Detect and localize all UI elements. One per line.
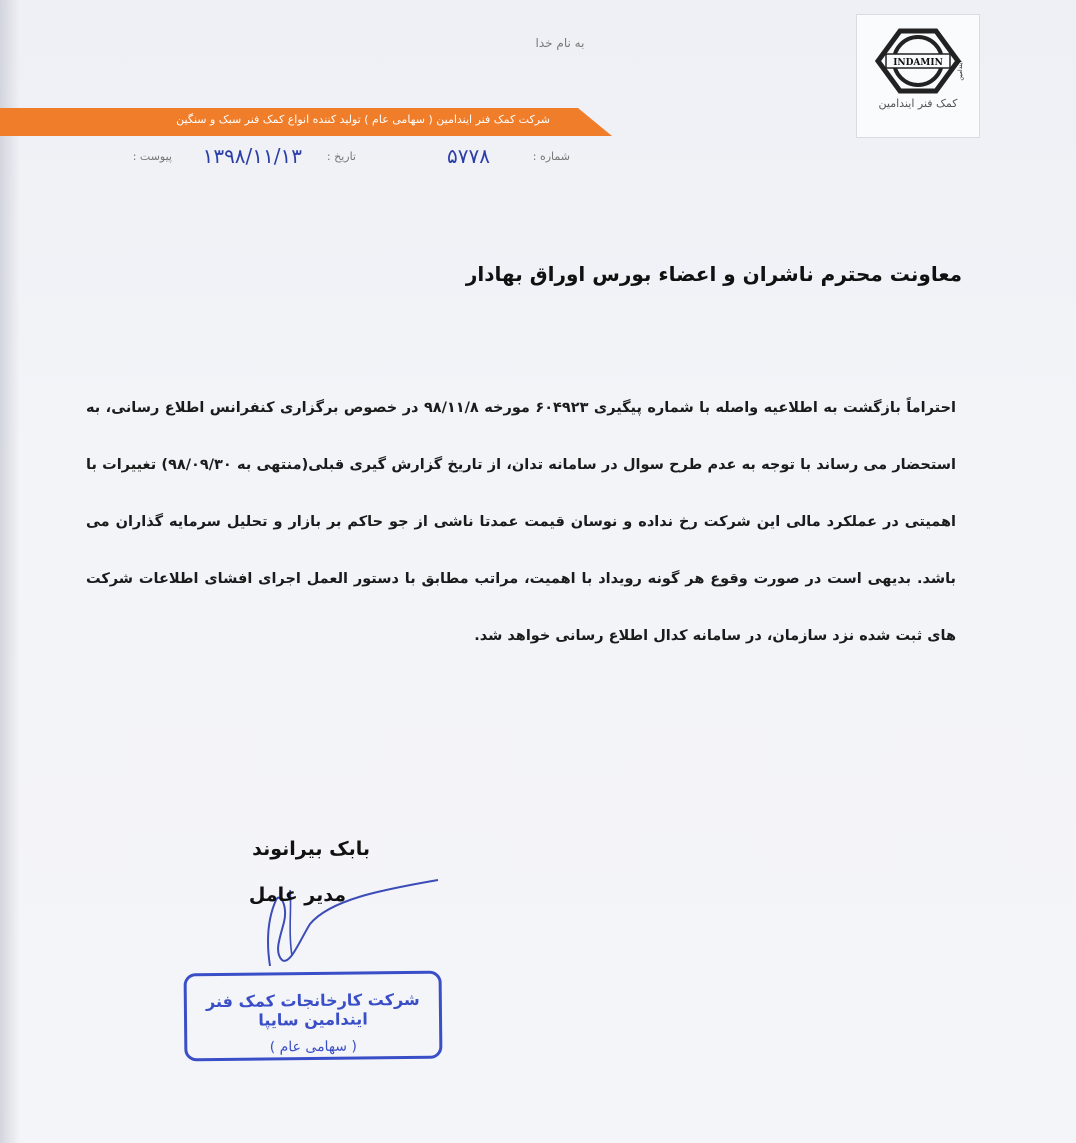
number-label: شماره : [532,150,570,163]
date-value: ۱۳۹۸/۱۱/۱۳ [202,144,302,168]
scan-edge-shadow [0,0,20,1143]
letter-body: احتراماً بازگشت به اطلاعیه واصله با شماره پیگیری ۶۰۴۹۲۳ مورخه ۹۸/۱۱/۸ در خصوص برگزاری کنفرانس اطلاع رسانی، به استحضار می رساند با توجه به عدم طرح سوال در سامانه تدان، از تاریخ گزارش گیری قبلی(منتهی به ۹۸/۰۹/۳۰) تغییرات با اهمیتی در عملکرد مالی این شرکت رخ نداده و نوسان قیمت عمدتا ناشی از جو حاکم بر بازار و تحلیل سرمایه گذاران می باشد. بدیهی است در صورت وقوع هر گونه رویداد با اهمیت، مراتب مطابق با دستور العمل اجرای افشای اطلاعات شرکت های ثبت شده نزد سازمان، در سامانه کدال اطلاع رسانی خواهد شد. [86,400,957,644]
stamp-company-type: ( سهامی عام ) [269,1038,357,1056]
company-tagline: شرکت کمک فنر ایندامین ( سهامی عام ) تولید کننده انواع کمک فنر سبک و سنگین [176,113,550,126]
date-label: تاریخ : [326,150,356,163]
company-logo [856,14,980,138]
signatory-title: مدیر عامل [248,884,346,906]
number-value: ۵۷۷۸ [447,144,490,168]
stamp-company-name: شرکت کارخانجات کمک فنر ایندامین سایپا [205,989,420,1030]
company-stamp [184,971,443,1062]
bismillah-heading: به نام خدا [535,36,585,50]
svg-text:INDAMIN: INDAMIN [893,58,943,68]
svg-text:ایندامین: ایندامین [957,61,964,81]
signatory-name: بابک بیرانوند [252,838,370,860]
indamin-logo-icon [872,27,964,95]
recipient-heading: معاونت محترم ناشران و اعضاء بورس اوراق بهادار [465,262,962,286]
logo-caption: کمک فنر ایندامین [878,97,958,110]
attachment-label: پیوست : [132,150,172,163]
